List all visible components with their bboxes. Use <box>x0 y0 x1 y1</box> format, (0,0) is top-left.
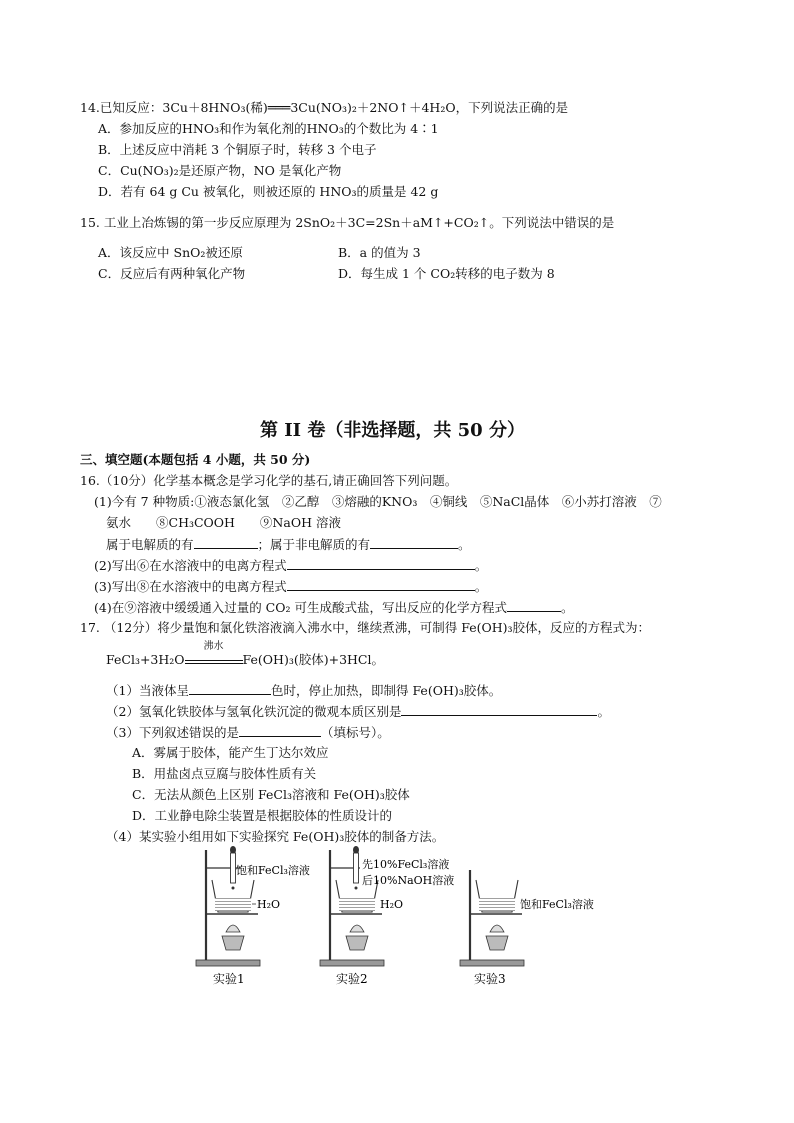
q17-part3-blank[interactable] <box>239 724 321 737</box>
q16-part1-line1: (1)今有 7 种物质:①液态氯化氢 ②乙醇 ③熔融的KNO₃ ④铜线 ⑤NaCl晶体 ⑥小苏打溶液 ⑦ <box>94 494 662 509</box>
q17-eq-equals <box>185 660 243 664</box>
exp1-water-label: H₂O <box>257 898 281 911</box>
experiment-2-apparatus <box>320 846 454 986</box>
exp1-caption: 实验1 <box>213 972 245 986</box>
q17-equation <box>106 641 384 668</box>
q16-part3-label: (3)写出⑧在水溶液中的电离方程式 <box>94 579 287 594</box>
exp1-stand-base <box>196 960 260 966</box>
exp1-water <box>215 898 251 911</box>
exp3-burner-flame <box>490 925 504 932</box>
exp3-caption: 实验3 <box>474 972 506 986</box>
q17-option-b: B．用盐卤点豆腐与胶体性质有关 <box>132 766 317 781</box>
exp1-burner <box>222 936 244 950</box>
q15-stem: 15. 工业上冶炼锡的第一步反应原理为 2SnO₂＋3C=2Sn＋aM↑+CO₂↑。下列说法中错误的是 <box>80 215 615 230</box>
exp1-dropper-label: 饱和FeCl₃溶液 <box>236 864 310 877</box>
q17-eq-reactants: FeCl₃+3H₂O <box>106 652 185 667</box>
exp2-burner-flame <box>350 925 364 932</box>
exp2-droplet <box>355 887 358 890</box>
experiment-3-apparatus <box>460 870 594 986</box>
q17-part2-label: （2）氢氧化铁胶体与氢氧化铁沉淀的微观本质区别是 <box>106 704 402 719</box>
q17-option-d: D．工业静电除尘装置是根据胶体的性质设计的 <box>132 808 393 823</box>
q15-option-a: A．该反应中 SnO₂被还原 <box>98 245 243 260</box>
section-title: 第 II 卷（非选择题，共 50 分） <box>260 420 525 441</box>
q16-part4-label: (4)在⑨溶液中缓缓通入过量的 CO₂ 可生成酸式盐，写出反应的化学方程式 <box>94 600 507 615</box>
q17-part2-blank[interactable] <box>401 703 597 716</box>
section3-header: 三、填空题(本题包括 4 小题，共 50 分) <box>80 452 311 467</box>
q17-eq-products: Fe(OH)₃(胶体)+3HCl。 <box>242 652 384 667</box>
exp2-caption: 实验2 <box>336 972 368 986</box>
exp1-droplet <box>232 887 235 890</box>
q14-option-d: D．若有 64 g Cu 被氧化，则被还原的 HNO₃的质量是 42 g <box>98 184 439 199</box>
q17-part4: （4）某实验小组用如下实验探究 Fe(OH)₃胶体的制备方法。 <box>106 829 445 844</box>
exp3-liquid <box>479 898 515 911</box>
exp2-burner <box>346 936 368 950</box>
q16-part4 <box>94 599 574 616</box>
q17-part1 <box>106 682 501 699</box>
q16-nonelectrolyte-label: ；属于非电解质的有 <box>257 537 371 552</box>
q16-stem: 16.（10分）化学基本概念是学习化学的基石,请正确回答下列问题。 <box>80 473 458 488</box>
q14-option-b: B．上述反应中消耗 3 个铜原子时，转移 3 个电子 <box>98 142 377 157</box>
q17-part2 <box>106 703 610 720</box>
exp2-stand-base <box>320 960 384 966</box>
q16-part2-label: (2)写出⑥在水溶液中的电离方程式 <box>94 558 287 573</box>
q16-part4-period: 。 <box>560 600 574 615</box>
q16-electrolyte-blank[interactable] <box>194 536 258 549</box>
q16-part2 <box>94 557 487 574</box>
q17-part1-label: （1）当液体呈 <box>106 683 189 698</box>
exp1-dropper-tube <box>231 853 236 883</box>
q16-part2-period: 。 <box>474 558 488 573</box>
exp3-burner <box>486 936 508 950</box>
q17-option-c: C．无法从颜色上区别 FeCl₃溶液和 Fe(OH)₃胶体 <box>132 787 410 802</box>
exp2-dropper-label-1: 先10%FeCl₃溶液 <box>362 858 450 871</box>
q17-stem: 17. （12分）将少量饱和氯化铁溶液滴入沸水中，继续煮沸，可制得 Fe(OH)₃胶体，反应的方程式为： <box>80 620 651 635</box>
exp1-burner-flame <box>226 925 240 932</box>
q14-option-c: C．Cu(NO₃)₂是还原产物，NO 是氧化产物 <box>98 163 342 178</box>
exp3-stand-base <box>460 960 524 966</box>
exp2-dropper-tube <box>354 853 359 883</box>
q16-part2-blank[interactable] <box>287 557 475 570</box>
exp2-dropper-label-2: 后10%NaOH溶液 <box>362 874 455 887</box>
q15-option-d: D．每生成 1 个 CO₂转移的电子数为 8 <box>338 266 555 281</box>
q16-part4-blank[interactable] <box>507 599 561 612</box>
q16-nonelectrolyte-blank[interactable] <box>370 536 458 549</box>
q17-part3-tail: （填标号）。 <box>320 725 390 740</box>
q14-option-a: A．参加反应的HNO₃和作为氧化剂的HNO₃的个数比为 4∶1 <box>98 121 439 136</box>
q15-option-c: C．反应后有两种氧化产物 <box>98 266 246 281</box>
q17-eq-condition: 沸水 <box>203 641 224 652</box>
q16-part3-blank[interactable] <box>287 578 475 591</box>
q17-eq-arrow <box>185 641 243 664</box>
q16-part1-line3 <box>106 536 471 553</box>
q16-part3 <box>94 578 487 595</box>
q17-part1-tail: 色时，停止加热，即制得 Fe(OH)₃胶体。 <box>270 683 502 698</box>
exp2-water-label: H₂O <box>380 898 404 911</box>
q17-part3 <box>106 724 390 741</box>
q17-color-blank[interactable] <box>189 682 271 695</box>
q15-option-b: B．a 的值为 3 <box>338 245 421 260</box>
q17-option-a: A．雾属于胶体，能产生丁达尔效应 <box>132 745 329 760</box>
q17-part3-label: （3）下列叙述错误的是 <box>106 725 239 740</box>
experiment-1-apparatus <box>196 846 310 986</box>
q17-part2-period: 。 <box>597 704 610 719</box>
q16-part3-period: 。 <box>474 579 488 594</box>
q16-period: 。 <box>458 537 471 552</box>
experiment-figure <box>0 840 794 1040</box>
q14-stem: 14.已知反应：3Cu＋8HNO₃(稀)═══3Cu(NO₃)₂＋2NO↑＋4H₂O，下列说法正确的是 <box>80 100 569 115</box>
q16-electrolyte-label: 属于电解质的有 <box>106 537 194 552</box>
exp3-liquid-label: 饱和FeCl₃溶液 <box>520 898 594 911</box>
q16-part1-line2: 氨水 ⑧CH₃COOH ⑨NaOH 溶液 <box>106 515 341 530</box>
exp2-water <box>339 898 375 911</box>
